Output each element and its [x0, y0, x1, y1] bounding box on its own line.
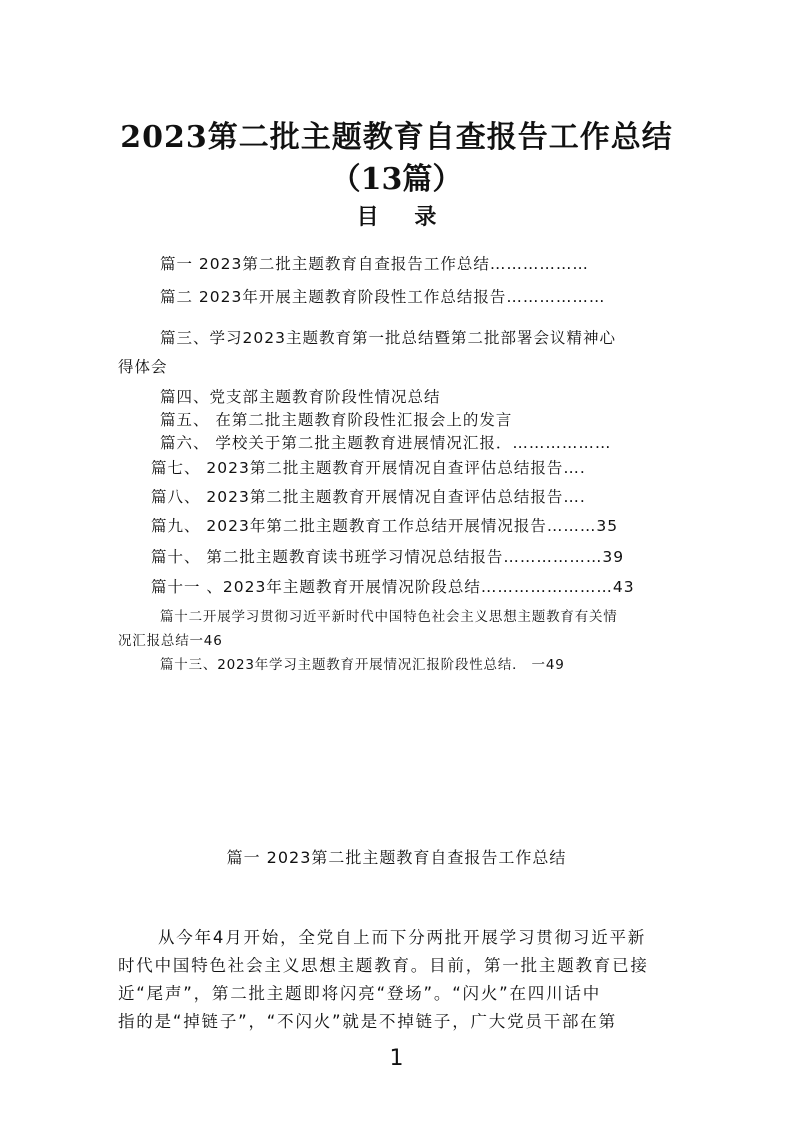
paragraph-line: 近“尾声”，第二批主题即将闪亮“登场”。“闪火”在四川话中	[118, 984, 601, 1003]
toc-entry: 篇二 2023年开展主题教育阶段性工作总结报告………………	[160, 288, 606, 306]
toc-entry: 篇六、 学校关于第二批主题教育进展情况汇报．………………	[160, 434, 612, 452]
toc-entry: 篇十、 第二批主题教育读书班学习情况总结报告………………39	[151, 548, 625, 566]
toc-entry: 篇七、 2023第二批主题教育开展情况自查评估总结报告….	[151, 459, 586, 477]
document-subtitle: （13篇）	[330, 162, 463, 197]
toc-entry: 篇十三、2023年学习主题教育开展情况汇报阶段性总结． 一49	[160, 657, 565, 673]
paragraph-line: 从今年4月开始，全党自上而下分两批开展学习贯彻习近平新	[158, 928, 647, 947]
toc-entry: 篇五、 在第二批主题教育阶段性汇报会上的发言	[160, 411, 513, 429]
paragraph-line: 时代中国特色社会主义思想主题教育。目前，第一批主题教育已接	[118, 956, 649, 975]
toc-entry-continuation: 况汇报总结一46	[118, 633, 223, 649]
document-title: 2023第二批主题教育自查报告工作总结	[120, 120, 673, 155]
toc-entry: 篇九、 2023年第二批主题教育工作总结开展情况报告………35	[151, 517, 619, 535]
toc-entry: 篇三、学习2023主题教育第一批总结暨第二批部署会议精神心	[160, 329, 616, 347]
toc-entry-continuation: 得体会	[118, 358, 168, 376]
toc-entry: 篇十二开展学习贯彻习近平新时代中国特色社会主义思想主题教育有关情	[160, 609, 618, 625]
page-number: 1	[389, 1046, 404, 1071]
toc-entry: 篇八、 2023第二批主题教育开展情况自查评估总结报告….	[151, 488, 586, 506]
body-paragraph	[118, 924, 690, 1036]
toc-entry: 篇十一 、2023年主题教育开展情况阶段总结……………………43	[151, 578, 635, 596]
paragraph-line: 指的是“掉链子”，“不闪火”就是不掉链子，广大党员干部在第	[118, 1012, 617, 1031]
toc-entry: 篇一 2023第二批主题教育自查报告工作总结………………	[160, 255, 589, 273]
toc-entry: 篇四、党支部主题教育阶段性情况总结	[160, 388, 441, 406]
toc-heading: 目 录	[356, 204, 451, 230]
section-title: 篇一 2023第二批主题教育自查报告工作总结	[226, 848, 567, 867]
